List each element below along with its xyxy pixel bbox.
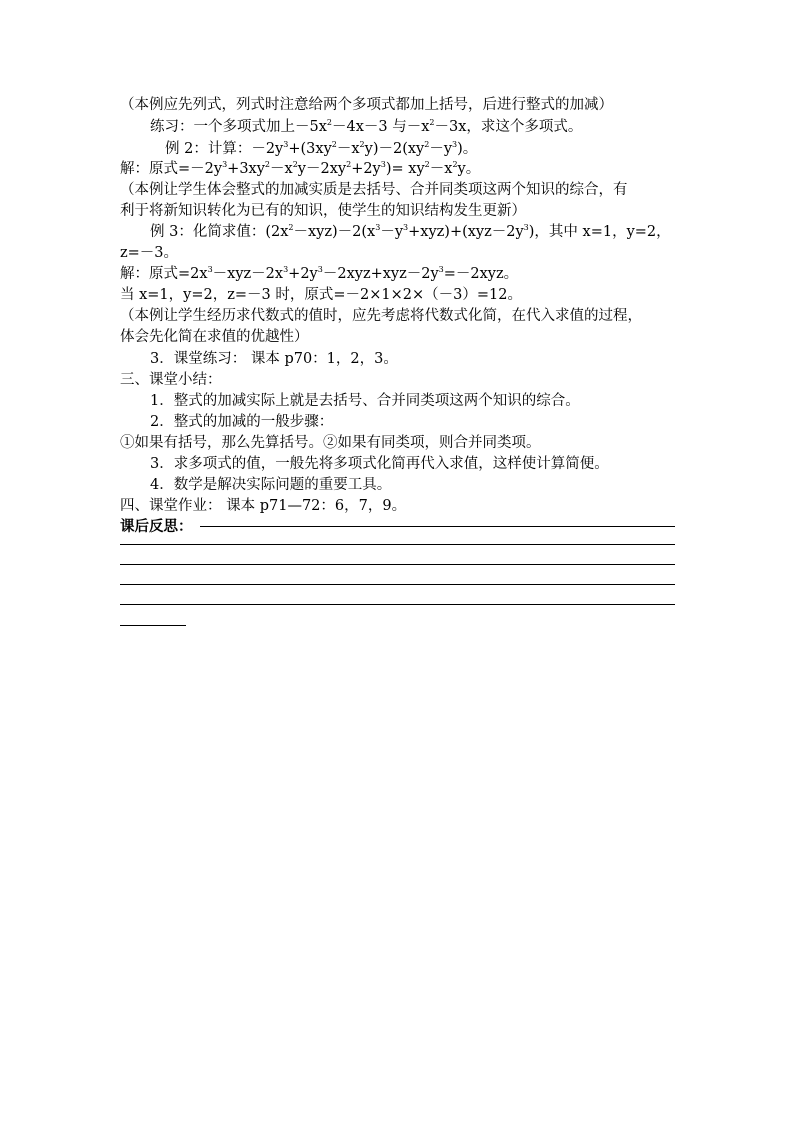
reflection-rule-4 <box>120 584 675 585</box>
homework-line: 四、课堂作业： 课本 p71—72：6，7，9。 <box>120 498 407 514</box>
summary-steps: ①如果有括号，那么先算括号。②如果有同类项，则合并同类项。 <box>120 435 541 451</box>
solution-3-line: 解：原式$=2x^3-xyz-2x^3+2y^3-2xyz+xyz-2y^3=-2xyz$。 <box>120 265 519 282</box>
reflection-rule-1 <box>200 526 675 527</box>
reflection-rule-6 <box>120 625 186 626</box>
reflection-rule-3 <box>120 564 675 565</box>
summary-item-4: 4．数学是解决实际问题的重要工具。 <box>150 477 392 493</box>
note-line-3: 利于将新知识转化为已有的知识，使学生的知识结构发生更新） <box>120 203 526 219</box>
summary-item-1: 1．整式的加减实际上就是去括号、合并同类项这两个知识的综合。 <box>150 393 580 409</box>
exercise-line: 练习：一个多项式加上$-5x^2-4x-3$ 与$-x^2-3x$，求这个多项式。 <box>150 118 583 135</box>
example-3-cont: z=－3。 <box>120 245 179 261</box>
class-exercise-line: 3．课堂练习： 课本 p70：1，2，3。 <box>150 351 398 367</box>
summary-item-2: 2．整式的加减的一般步骤： <box>150 414 334 430</box>
reflection-rule-5 <box>120 604 675 605</box>
solution-2-line: 解：原式$=-2y^3+3xy^2-x^2y-2xy^2+2y^3)= xy^2-x^2y$。 <box>120 160 481 177</box>
note-line-1: （本例应先列式，列式时注意给两个多项式都加上括号，后进行整式的加减） <box>120 97 613 113</box>
note-line-4: （本例让学生经历求代数式的值时，应先考虑将代数式化简，在代入求值的过程， <box>120 308 642 324</box>
evaluation-line: 当 x=1，y=2，z=－3 时，原式=－2×1×2×（－3）=12。 <box>120 287 522 303</box>
reflection-rule-2 <box>120 544 675 545</box>
reflection-label: 课后反思： <box>120 518 193 535</box>
note-line-5: 体会先化简在求值的优越性） <box>120 329 309 345</box>
example-3-line: 例 3：化简求值：$(2x^2-xyz)-2(x^3-y^3+xyz)+(xyz-2y^3)$，其中 x=1，y=2， <box>150 223 671 240</box>
example-2-line: 例 2：计算：$-2y^3+(3xy^2-x^2y)-2(xy^2-y^3)$。 <box>165 140 478 157</box>
summary-item-3: 3．求多项式的值，一般先将多项式化简再代入求值，这样使计算简便。 <box>150 456 609 472</box>
section-summary-heading: 三、课堂小结： <box>120 372 222 388</box>
note-line-2: （本例让学生体会整式的加减实质是去括号、合并同类项这两个知识的综合，有 <box>120 182 628 198</box>
